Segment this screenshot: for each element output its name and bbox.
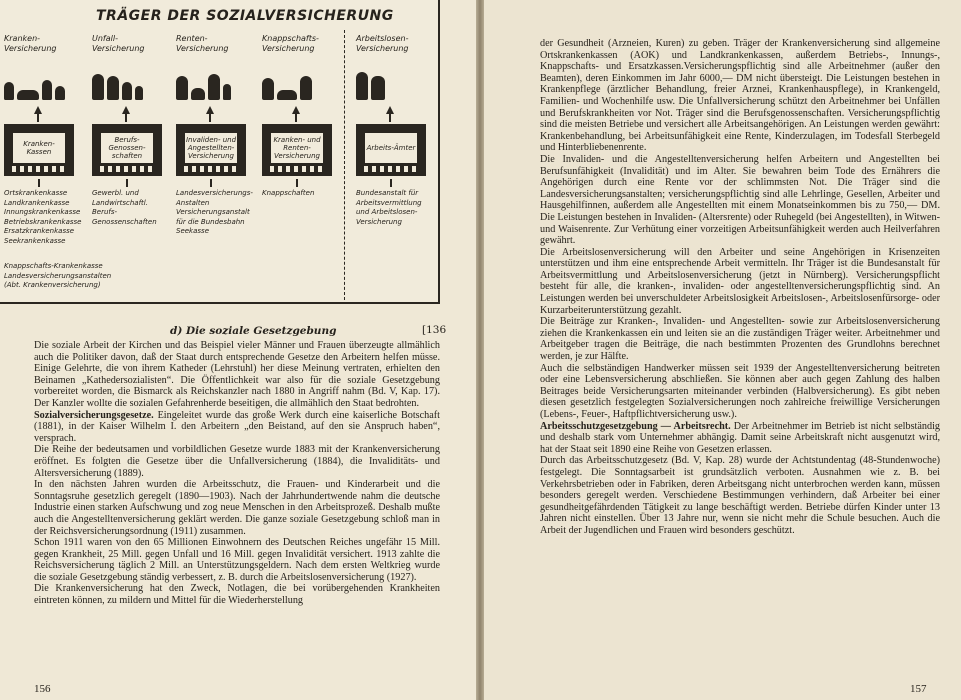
paragraph: Schon 1911 waren von den 65 Millionen Einwohnern des Deutschen Reiches ungefähr 15 Mill. gegen Krankheit, 25 Mill. gegen Unfall und 16 Mill. gegen Invalidität versichert. 1913 zahlte die Reichsversicherung täglich 2 Mill. an Unterstützungsgeldern. Nach dem ersten Weltkrieg wurde die soziale Gesetzgebung ständig verbessert, z. B. durch die Arbeitslosenversicherung (1927). xyxy=(34,537,440,583)
paragraph: der Gesundheit (Arzneien, Kuren) zu geben. Träger der Krankenversicherung sind allgemeine Ortskrankenkassen (AOK) und Landkrankenkassen, außerdem Betriebs-, Innungs-, Knappschafts- und Ersatzkassen.Versicherungspflichtig sind alle Arbeitnehmer (außer den Beamten), deren Einkommen im Jahr 6000,— DM nicht übersteigt. Die Leistungen bestehen in Krankenpflege (ärztlicher Behandlung, freier Arznei, Krankenhauspflege), in Krankengeld, Familien- und Wochenhilfe usw. Die Unfallversicherung schützt den Arbeitnehmer bei Unfällen und Berufskrankheiten vor Not. Träger sind die Berufsgenossenschaften. Versicherungspflichtig sind die meisten Betriebe und versichert alle Arbeitsangehörigen. An Leistungen werden gewährt: Krankenbehandlung, bei Arbeitsunfähigkeit eine Rente, Kinderzulagen, im Todesfall Sterbegeld und Hinterbliebenenrente. xyxy=(540,38,940,154)
paragraph: Die Beiträge zur Kranken-, Invaliden- und Angestellten- sowie zur Arbeitslosenversicherung ziehen die Krankenkassen ein und leiten sie an die zuständigen Träger weiter. Arbeitnehmer und Arbeitgeber tragen die Beiträge, die nach bestimmten Prozenten des Grundlohns berechnet werden, je zur Hälfte. xyxy=(540,316,940,363)
arrow-up-icon xyxy=(206,106,214,114)
people-icon xyxy=(4,70,68,100)
column-heading: Kranken- Versicherung xyxy=(4,34,57,53)
building-label: Invaliden- und Angestellten- Versicherung xyxy=(185,133,237,163)
right-body-text xyxy=(540,38,940,537)
figure-column-unfall xyxy=(92,34,178,227)
page-number: 156 xyxy=(34,683,51,695)
building-label: Kranken- Kassen xyxy=(13,133,65,163)
paragraph: Die soziale Arbeit der Kirchen und das Beispiel vieler Männer und Frauen überzeugte allmählich auch die Politiker davon, daß der Staat durch entsprechende Gesetze den Arbeitern helfen müsse. Einige Gelehrte, die von ihrem Katheder (Lehrstuhl) her diese Meinung vertraten, erhielten den Beinamen „Kathedersozialisten“. Die Öffentlichkeit war also für die soziale Gesetzgebung vorbereitet worden, die Bismarck als Reichskanzler nach 1880 in Angriff nahm (Bd. V, Kap. 17). Der Kanzler wollte die sozialen Gefahrenherde beseitigen, die allmählich den Staat bedrohten. xyxy=(34,340,440,409)
arrow-up-icon xyxy=(386,106,394,114)
left-page xyxy=(0,0,476,700)
left-body-text xyxy=(34,340,440,607)
paragraph: Sozialversicherungsgesetze. Eingeleitet wurde das große Werk durch eine kaiserliche Botschaft (1881), in der Kaiser Wilhelm I. den Arbeitern „den Beistand, auf den sie Anspruch haben“, versprach. xyxy=(34,409,440,444)
building-icon xyxy=(92,124,162,176)
people-icon xyxy=(176,70,240,100)
figure-column-arbeitslosen xyxy=(356,34,442,227)
column-heading: Arbeitslosen- Versicherung xyxy=(356,34,409,53)
people-icon xyxy=(262,70,326,100)
building-icon xyxy=(4,124,74,176)
paragraph: In den nächsten Jahren wurden die Arbeitsschutz, die Frauen- und Kinderarbeit und die Sonntagsruhe gesetzlich geregelt (1890—1903). Nach der Jahrhundertwende nahm die deutsche Industrie einen starken Aufschwung und zog neue Menschen in den Arbeitsprozeß. Deshalb mußte auch die Angestelltenversicherung geklärt werden. Die ganze soziale Gesetzgebung schloß man in der Reichsversicherungsordnung (1911) zusammen. xyxy=(34,479,440,537)
people-icon xyxy=(92,70,156,100)
building-label: Kranken- und Renten- Versicherung xyxy=(271,133,323,163)
column-items: Gewerbl. und Landwirtschaftl. Berufs- Genossenschaften xyxy=(92,189,157,226)
column-heading: Knappschafts- Versicherung xyxy=(262,34,319,53)
building-icon xyxy=(176,124,246,176)
paragraph: Die Reihe der bedeutsamen und vorbildlichen Gesetze wurde 1883 mit der Krankenversicherung eröffnet. Es folgten die Gesetze über die Unfallversicherung (1884), die Invaliditäts- und Altersversicherung (1889). xyxy=(34,444,440,479)
building-label: Berufs- Genossen- schaften xyxy=(101,133,153,163)
people-icon xyxy=(356,70,420,100)
arrow-up-icon xyxy=(34,106,42,114)
paragraph: Arbeitsschutzgesetzgebung — Arbeitsrecht. Der Arbeitnehmer im Betrieb ist nicht selbständig und deshalb stark vom Unternehmer abhängig. Damit seine Arbeitskraft nicht ausgenutzt wird, hat der Staat seit 1890 eine Reihe von Gesetzen erlassen. xyxy=(540,420,940,455)
building-icon xyxy=(356,124,426,176)
divider xyxy=(344,30,345,300)
section-heading: d) Die soziale Gesetzgebung xyxy=(170,325,337,337)
paragraph: Die Invaliden- und die Angestelltenversicherung helfen Arbeitern und Angestellten bei Berufsunfähigkeit (Invalidität) und im Alter. Sie bewahren beim Tode des Ernährers die Angehörigen durch eine Rente vor der schlimmsten Not. Die Träger sind die Landesversicherungsanstalten; versicherungspflichtig sind alle Lehrlinge, Gesellen, Arbeiter und Hausgehilfinnen, außerdem alle Angestellten mit einem Monatseinkommen bis zu 750,— DM. Die Leistungen bestehen in Invaliden- (Altersrente) oder Ruhegeld (bei Angestellten), in Witwen- und Waisenrente. Zur Verhütung einer vorzeitigen Arbeitsunfähigkeit werden auch Heilverfahren gewährt. xyxy=(540,153,940,247)
building-icon xyxy=(262,124,332,176)
column-items: Ortskrankenkasse Landkrankenkasse Innungskrankenkasse Betriebskrankenkasse Ersatzkrankenkasse Seekrankenkasse xyxy=(4,189,82,245)
paragraph: Die Krankenversicherung hat den Zweck, Notlagen, die bei vorübergehenden Krankheiten eintreten können, zu mildern und Mittel für die Wiederherstellung xyxy=(34,583,440,607)
column-heading: Unfall- Versicherung xyxy=(92,34,145,53)
bold-lead: Arbeitsschutzgesetzgebung — Arbeitsrecht. xyxy=(540,420,731,432)
margin-reference: [136 xyxy=(422,324,447,336)
figure-column-kranken xyxy=(4,34,90,247)
figure-column-knappschaft xyxy=(262,34,348,199)
arrow-up-icon xyxy=(122,106,130,114)
right-page xyxy=(484,0,961,700)
page-number: 157 xyxy=(910,683,927,695)
column-items: Knappschaften xyxy=(262,189,315,197)
social-insurance-figure xyxy=(0,0,440,304)
building-label: Arbeits-Ämter xyxy=(365,133,417,163)
book-gutter xyxy=(476,0,484,700)
arrow-up-icon xyxy=(292,106,300,114)
column-heading: Renten- Versicherung xyxy=(176,34,229,53)
paragraph: Auch die selbständigen Handwerker müssen seit 1939 der Angestelltenversicherung beitreten oder eine Lebensversicherung abschließen. Sie können aber auch gegen Zahlung des halben Beitrages beide Versicherungsarten miteinander verbinden (Halbversicherung). Es gibt neben diesen gesetzlich festgelegten Sozialversicherungen noch zahlreiche freiwillige Versicherungen (Lebens-, Feuer-, Haftpflichtversicherung usw.). xyxy=(540,362,940,420)
figure-extra-items: Knappschafts-Krankenkasse Landesversicherungsanstalten (Abt. Krankenversicherung) xyxy=(4,262,112,290)
bold-lead: Sozialversicherungsgesetze. xyxy=(34,409,154,421)
column-items: Landesversicherungs- Anstalten Versicherungsanstalt für die Bundesbahn Seekasse xyxy=(176,189,253,236)
figure-column-renten xyxy=(176,34,262,237)
column-items: Bundesanstalt für Arbeitsvermittlung und Arbeitslosen- Versicherung xyxy=(356,189,422,226)
paragraph: Durch das Arbeitsschutzgesetz (Bd. V, Kap. 28) wurde der Achtstundentag (48-Stundenwoche) festgelegt. Die Sonntagsarbeit ist grundsätzlich verboten. Ausnahmen wie z. B. bei Verkehrsbetrieben oder in Fabriken, deren Arbeitsgang nicht unterbrochen werden kann, müssen besonders geregelt werden. Verschiedene Bestimmungen verhindern, daß Arbeiter bei einer gesundheitgefährdenden Tätigkeit zu lange beschäftigt werden. Betriebe dürfen Kinder unter 13 Jahren nicht einstellen. Über 13 Jahre nur, wenn sie nicht mehr die Schule besuchen. Auch die Arbeit der Jugendlichen und Frauen wird besonders geschützt. xyxy=(540,455,940,536)
paragraph: Die Arbeitslosenversicherung will den Arbeiter und seine Angehörigen in Krisenzeiten unterstützen und ihm eine entsprechende Arbeit vermitteln. Ihr Träger ist die Bundesanstalt für Arbeitsvermittlung und Arbeitslosenversicherung (jetzt in Nürnberg). Versicherungspflicht besteht für alle, die kranken-, invaliden- oder angestelltenversicherungspflichtig sind. An Leistungen werden bei unverschuldeter Arbeitslosigkeit Arbeitslosen-, Arbeitslosenfürsorge- oder Kurzarbeiterunterstützung gezahlt. xyxy=(540,246,940,316)
figure-title: TRÄGER DER SOZIALVERSICHERUNG xyxy=(96,8,394,24)
